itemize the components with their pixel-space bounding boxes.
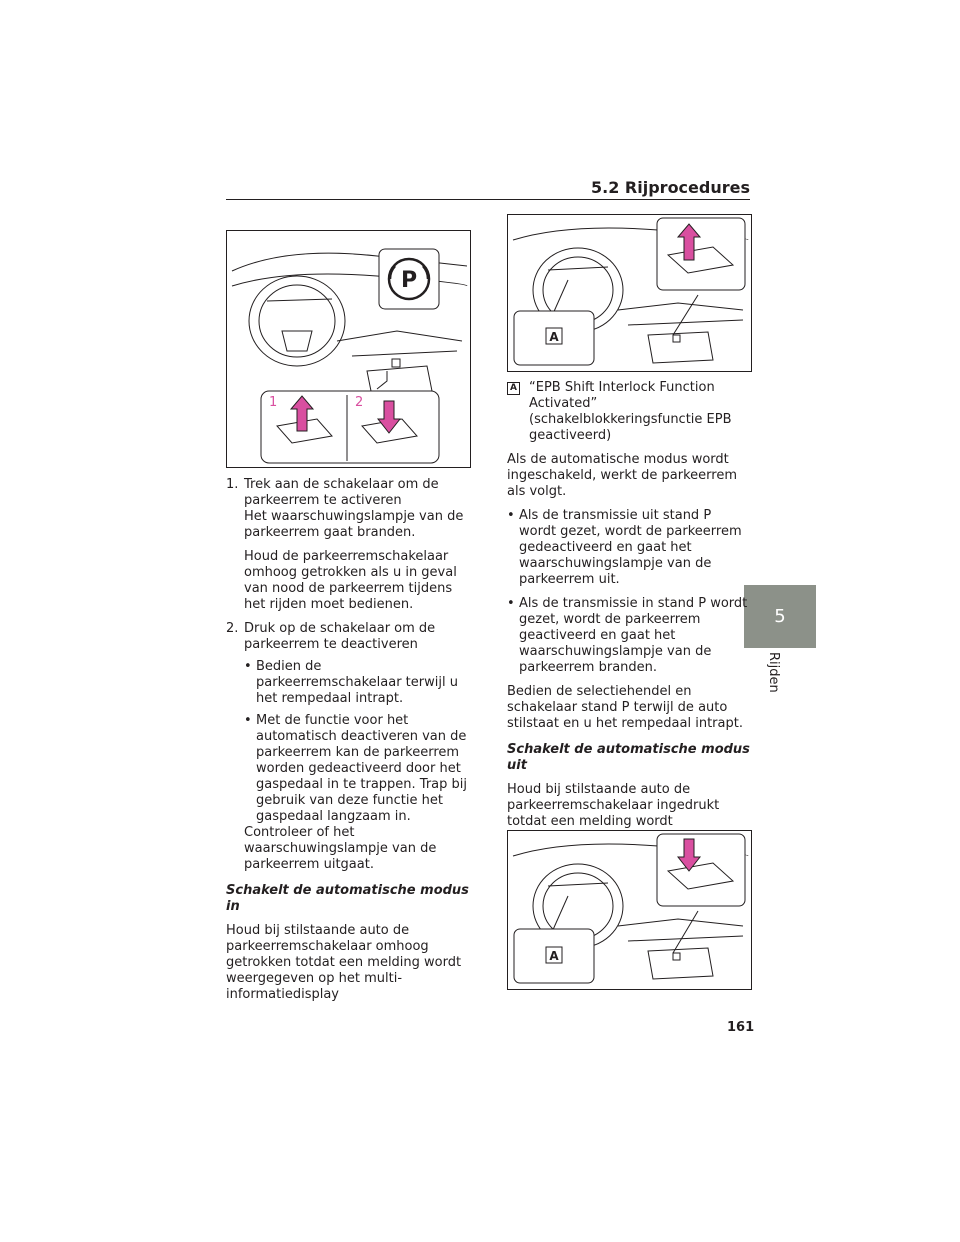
page-number: 161 — [727, 1020, 755, 1035]
section-title: 5.2 Rijprocedures — [591, 178, 750, 197]
step-number: 1. — [226, 477, 239, 492]
step-text: Trek aan de schakelaar om de parkeerrem te activeren — [244, 477, 439, 508]
chapter-number: 5 — [774, 606, 786, 627]
right-column — [507, 380, 752, 870]
callout-a-description — [507, 380, 752, 444]
auto-mode-on-heading: Schakelt de automatische modus in — [226, 883, 469, 914]
step-text: Druk op de schakelaar om de parkeerrem te deactiveren — [244, 621, 436, 652]
dashboard-illustration — [508, 215, 751, 371]
step-paragraph: Houd de parkeerremschakelaar omhoog getrokken als u in geval van nood de parkeerrem tijdens het rijden moet bedienen. — [244, 549, 457, 612]
step-paragraph: Het waarschuwingslampje van de parkeerrem gaat branden. — [244, 509, 464, 540]
step1-label: 1 — [269, 395, 278, 410]
auto-mode-intro: Als de automatische modus wordt ingeschakeld, werkt de parkeerrem als volgt. — [507, 452, 737, 499]
p-symbol-text: P — [400, 268, 418, 293]
callout-a-text: “EPB Shift Interlock Function Activated” (schakelblokkeringsfunctie EPB geactiveerd) — [529, 380, 732, 443]
step2-label: 2 — [355, 395, 364, 410]
bullet-item: • Als de transmissie uit stand P wordt gezet, wordt de parkeerrem gedeactiveerd en gaat het waarschuwingslampje van de parkeerrem uit. — [507, 508, 752, 588]
figure-parking-brake-switch — [226, 230, 471, 468]
operation-note: Bedien de selectiehendel en schakelaar stand P terwijl de auto stilstaat en u het rempedaal intrapt. — [507, 684, 743, 731]
auto-mode-on-body: Houd bij stilstaande auto de parkeerremschakelaar omhoog getrokken totdat een melding wordt weergegeven op het multi-informatiedisplay — [226, 923, 462, 1002]
figure-auto-mode-on — [507, 214, 752, 372]
header-rule — [226, 199, 750, 200]
bullet-item: • Als de transmissie in stand P wordt gezet, wordt de parkeerrem geactiveerd en gaat het waarschuwingslampje van de parkeerrem branden. — [507, 596, 752, 676]
auto-mode-off-body: Houd bij stilstaande auto de parkeerremschakelaar ingedrukt totdat een melding wordt — [507, 782, 720, 829]
step-item — [226, 621, 470, 873]
figure-auto-mode-off — [507, 830, 752, 990]
callout-a-marker: A — [507, 382, 520, 395]
step-paragraph: Controleer of het waarschuwingslampje van de parkeerrem uitgaat. — [244, 825, 437, 872]
callout-a-label: A — [549, 949, 559, 963]
bullet-item: • Bedien de parkeerremschakelaar terwijl u het rempedaal intrapt. — [244, 659, 470, 707]
chapter-tab[interactable] — [744, 585, 816, 648]
left-column — [226, 477, 470, 1011]
callout-a-label: A — [549, 330, 559, 344]
auto-mode-off-heading: Schakelt de automatische modus uit — [507, 742, 750, 773]
step-number: 2. — [226, 621, 239, 636]
dashboard-illustration — [508, 831, 751, 989]
dashboard-illustration — [227, 231, 470, 467]
step-item — [226, 477, 470, 613]
bullet-item: • Met de functie voor het automatisch deactiveren van de parkeerrem kan de parkeerrem worden gedeactiveerd door het gaspedaal in te trappen. Trap bij gebruik van deze functie het gaspedaal langzaam in. — [244, 713, 470, 825]
chapter-label: Rijden — [766, 652, 781, 693]
